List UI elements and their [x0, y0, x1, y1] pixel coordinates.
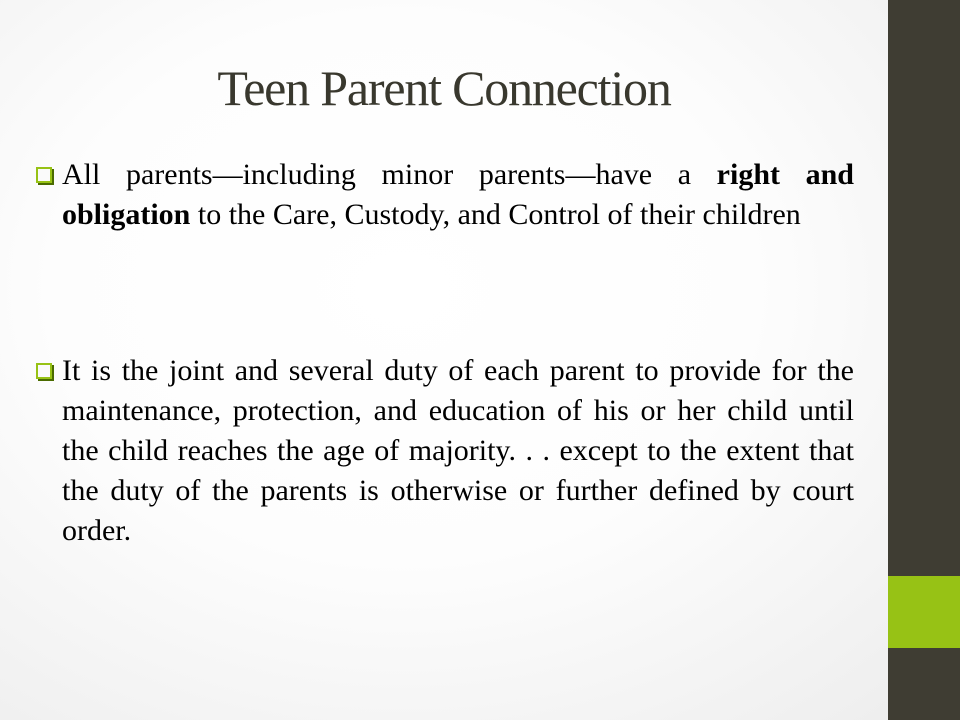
bullet-1-text-end: to the Care, Custody, and Control of their children [190, 198, 801, 231]
checkbox-bullet-icon [36, 167, 52, 183]
bullet-item-1 [62, 155, 854, 235]
bullet-1-bold-phrase: right and obligation [62, 158, 854, 231]
checkbox-bullet-icon [36, 363, 52, 379]
sidebar-accent-square [888, 576, 960, 648]
bullet-item-2 [62, 351, 854, 551]
slide-title: Teen Parent Connection [217, 60, 671, 116]
bullet-1-text-start: All parents—including minor parents—have a [62, 158, 717, 191]
bullet-2-text: It is the joint and several duty of each parent to provide for the maintenance, protection, and education of his or her child until the child reaches the age of majority. . . except to the extent that the duty of the parents is otherwise or further defined by court order. [62, 354, 854, 547]
